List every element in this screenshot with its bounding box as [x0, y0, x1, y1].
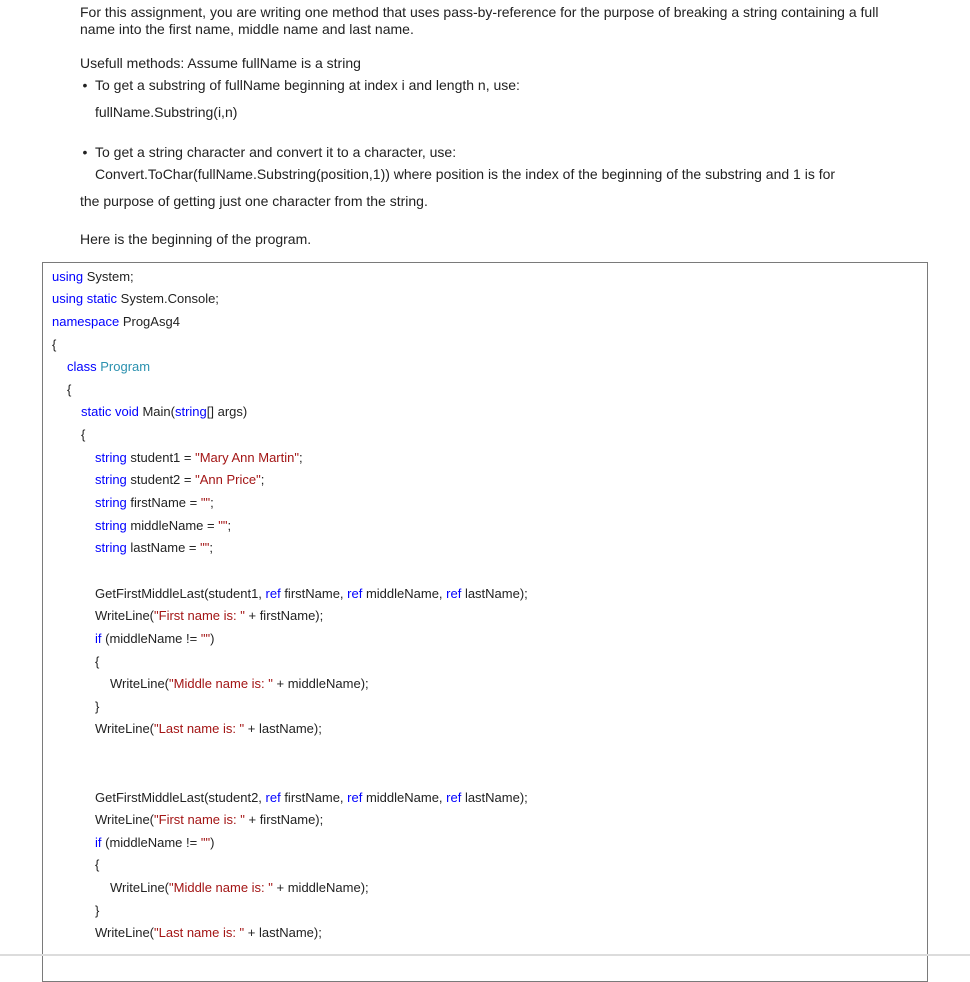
- code-line-writeline-first: [95, 812, 323, 828]
- string-literal: "Middle name is: ": [169, 880, 273, 895]
- code-line-writeline-first: [95, 608, 323, 624]
- code-text: middleName,: [362, 790, 447, 805]
- kw-ref: ref: [347, 586, 363, 601]
- code-text: WriteLine(: [95, 608, 155, 623]
- code-text: firstName,: [280, 790, 348, 805]
- substring-example: fullName.Substring(i,n): [95, 104, 238, 120]
- code-text: + firstName);: [244, 812, 324, 827]
- code-text: Main(: [138, 404, 175, 419]
- string-literal: "": [200, 540, 210, 555]
- kw-ref: ref: [446, 586, 462, 601]
- code-text: student2 =: [126, 472, 196, 487]
- code-line-brace: }: [95, 699, 100, 714]
- kw-namespace: namespace: [52, 314, 120, 329]
- kw-static: static: [86, 291, 118, 306]
- intro-line-2: name into the first name, middle name and last name.: [80, 21, 414, 37]
- code-line-student2: [95, 472, 264, 488]
- kw-using: using: [52, 291, 84, 306]
- code-line-writeline-middle: [110, 676, 369, 692]
- code-line-student1: [95, 450, 303, 466]
- code-text: GetFirstMiddleLast(student2,: [95, 790, 266, 805]
- code-text: ): [210, 835, 215, 850]
- kw-string: string: [174, 404, 207, 419]
- kw-string: string: [95, 450, 127, 465]
- kw-ref: ref: [446, 790, 462, 805]
- code-text: lastName);: [461, 586, 528, 601]
- bullet-dot: •: [82, 144, 88, 160]
- tochar-example: Convert.ToChar(fullName.Substring(position,1)) where position is the index of the beginning of the substring and 1 is for: [95, 166, 836, 182]
- code-text: WriteLine(: [95, 925, 155, 940]
- code-text: + middleName);: [272, 880, 369, 895]
- kw-if: if: [95, 835, 102, 850]
- tochar-continuation: the purpose of getting just one character from the string.: [80, 193, 428, 209]
- code-line-brace: {: [95, 857, 100, 872]
- code-line-brace: {: [95, 654, 100, 669]
- string-literal: "First name is: ": [154, 608, 245, 623]
- string-literal: "Last name is: ": [154, 925, 245, 940]
- code-text: ;: [209, 540, 213, 555]
- code-text: GetFirstMiddleLast(student1,: [95, 586, 266, 601]
- code-text: ;: [298, 450, 303, 465]
- bullet-tochar-text: To get a string character and convert it to a character, use:: [95, 144, 457, 160]
- code-text: (middleName !=: [101, 631, 201, 646]
- code-text: ProgAsg4: [119, 314, 180, 329]
- string-literal: "Ann Price": [195, 472, 261, 487]
- string-literal: "Middle name is: ": [169, 676, 273, 691]
- code-line-writeline-last: [95, 925, 322, 941]
- code-text: + middleName);: [272, 676, 369, 691]
- code-text: lastName =: [126, 540, 201, 555]
- code-text: WriteLine(: [95, 812, 155, 827]
- kw-void: void: [114, 404, 139, 419]
- kw-static: static: [81, 404, 112, 419]
- kw-ref: ref: [265, 586, 281, 601]
- code-line-main: [81, 404, 247, 420]
- code-line-namespace: [52, 314, 180, 330]
- program-intro: Here is the beginning of the program.: [80, 231, 312, 247]
- string-literal: "": [218, 518, 228, 533]
- kw-string: string: [95, 540, 127, 555]
- code-line-if: [95, 631, 214, 647]
- code-line-class: [67, 359, 150, 375]
- code-line-writeline-last: [95, 721, 322, 737]
- string-literal: "Mary Ann Martin": [195, 450, 299, 465]
- kw-ref: ref: [265, 790, 281, 805]
- code-line-using-static: [52, 291, 219, 307]
- code-line-brace: {: [67, 382, 72, 397]
- code-text: ;: [227, 518, 232, 533]
- useful-methods-heading: Usefull methods: Assume fullName is a string: [80, 55, 361, 71]
- code-text: ;: [260, 472, 265, 487]
- code-line-brace: {: [81, 427, 86, 442]
- code-text: ;: [210, 495, 214, 510]
- code-text: middleName,: [362, 586, 447, 601]
- kw-string: string: [95, 518, 127, 533]
- kw-class: class: [67, 359, 97, 374]
- code-line-writeline-middle: [110, 880, 369, 896]
- code-text: firstName,: [280, 586, 348, 601]
- code-line-using-system: [52, 269, 134, 285]
- string-literal: "": [200, 495, 211, 510]
- string-literal: "Last name is: ": [154, 721, 245, 736]
- string-literal: "": [200, 835, 211, 850]
- string-literal: "": [200, 631, 211, 646]
- code-text: middleName =: [126, 518, 219, 533]
- code-text: [] args): [206, 404, 248, 419]
- code-text: ): [210, 631, 215, 646]
- code-text: + lastName);: [244, 925, 322, 940]
- code-line-middlename: [95, 518, 231, 534]
- code-line-brace: {: [52, 337, 57, 352]
- class-name: Program: [100, 359, 151, 374]
- code-line-brace: }: [95, 903, 100, 918]
- string-literal: "First name is: ": [154, 812, 245, 827]
- code-text: (middleName !=: [101, 835, 201, 850]
- code-text: WriteLine(: [110, 880, 170, 895]
- code-listing: [42, 262, 928, 982]
- code-text: lastName);: [461, 790, 528, 805]
- kw-ref: ref: [347, 790, 363, 805]
- bullet-dot: •: [82, 77, 88, 93]
- code-text: WriteLine(: [95, 721, 155, 736]
- bullet-substring-text: To get a substring of fullName beginning at index i and length n, use:: [95, 77, 520, 93]
- code-text: System;: [83, 269, 134, 284]
- code-line-call-student2: [95, 790, 528, 806]
- code-line-firstname: [95, 495, 214, 511]
- kw-if: if: [95, 631, 102, 646]
- code-text: student1 =: [126, 450, 196, 465]
- code-text: + firstName);: [244, 608, 324, 623]
- code-line-call-student1: [95, 586, 528, 602]
- intro-line-1: For this assignment, you are writing one method that uses pass-by-reference for the purpose of breaking a string containing a full: [80, 4, 879, 20]
- code-text: WriteLine(: [110, 676, 170, 691]
- code-line-lastname: [95, 540, 213, 556]
- kw-string: string: [95, 472, 127, 487]
- kw-using: using: [52, 269, 84, 284]
- kw-string: string: [95, 495, 127, 510]
- code-text: + lastName);: [244, 721, 322, 736]
- code-line-if: [95, 835, 214, 851]
- code-text: firstName =: [126, 495, 201, 510]
- code-text: System.Console;: [117, 291, 219, 306]
